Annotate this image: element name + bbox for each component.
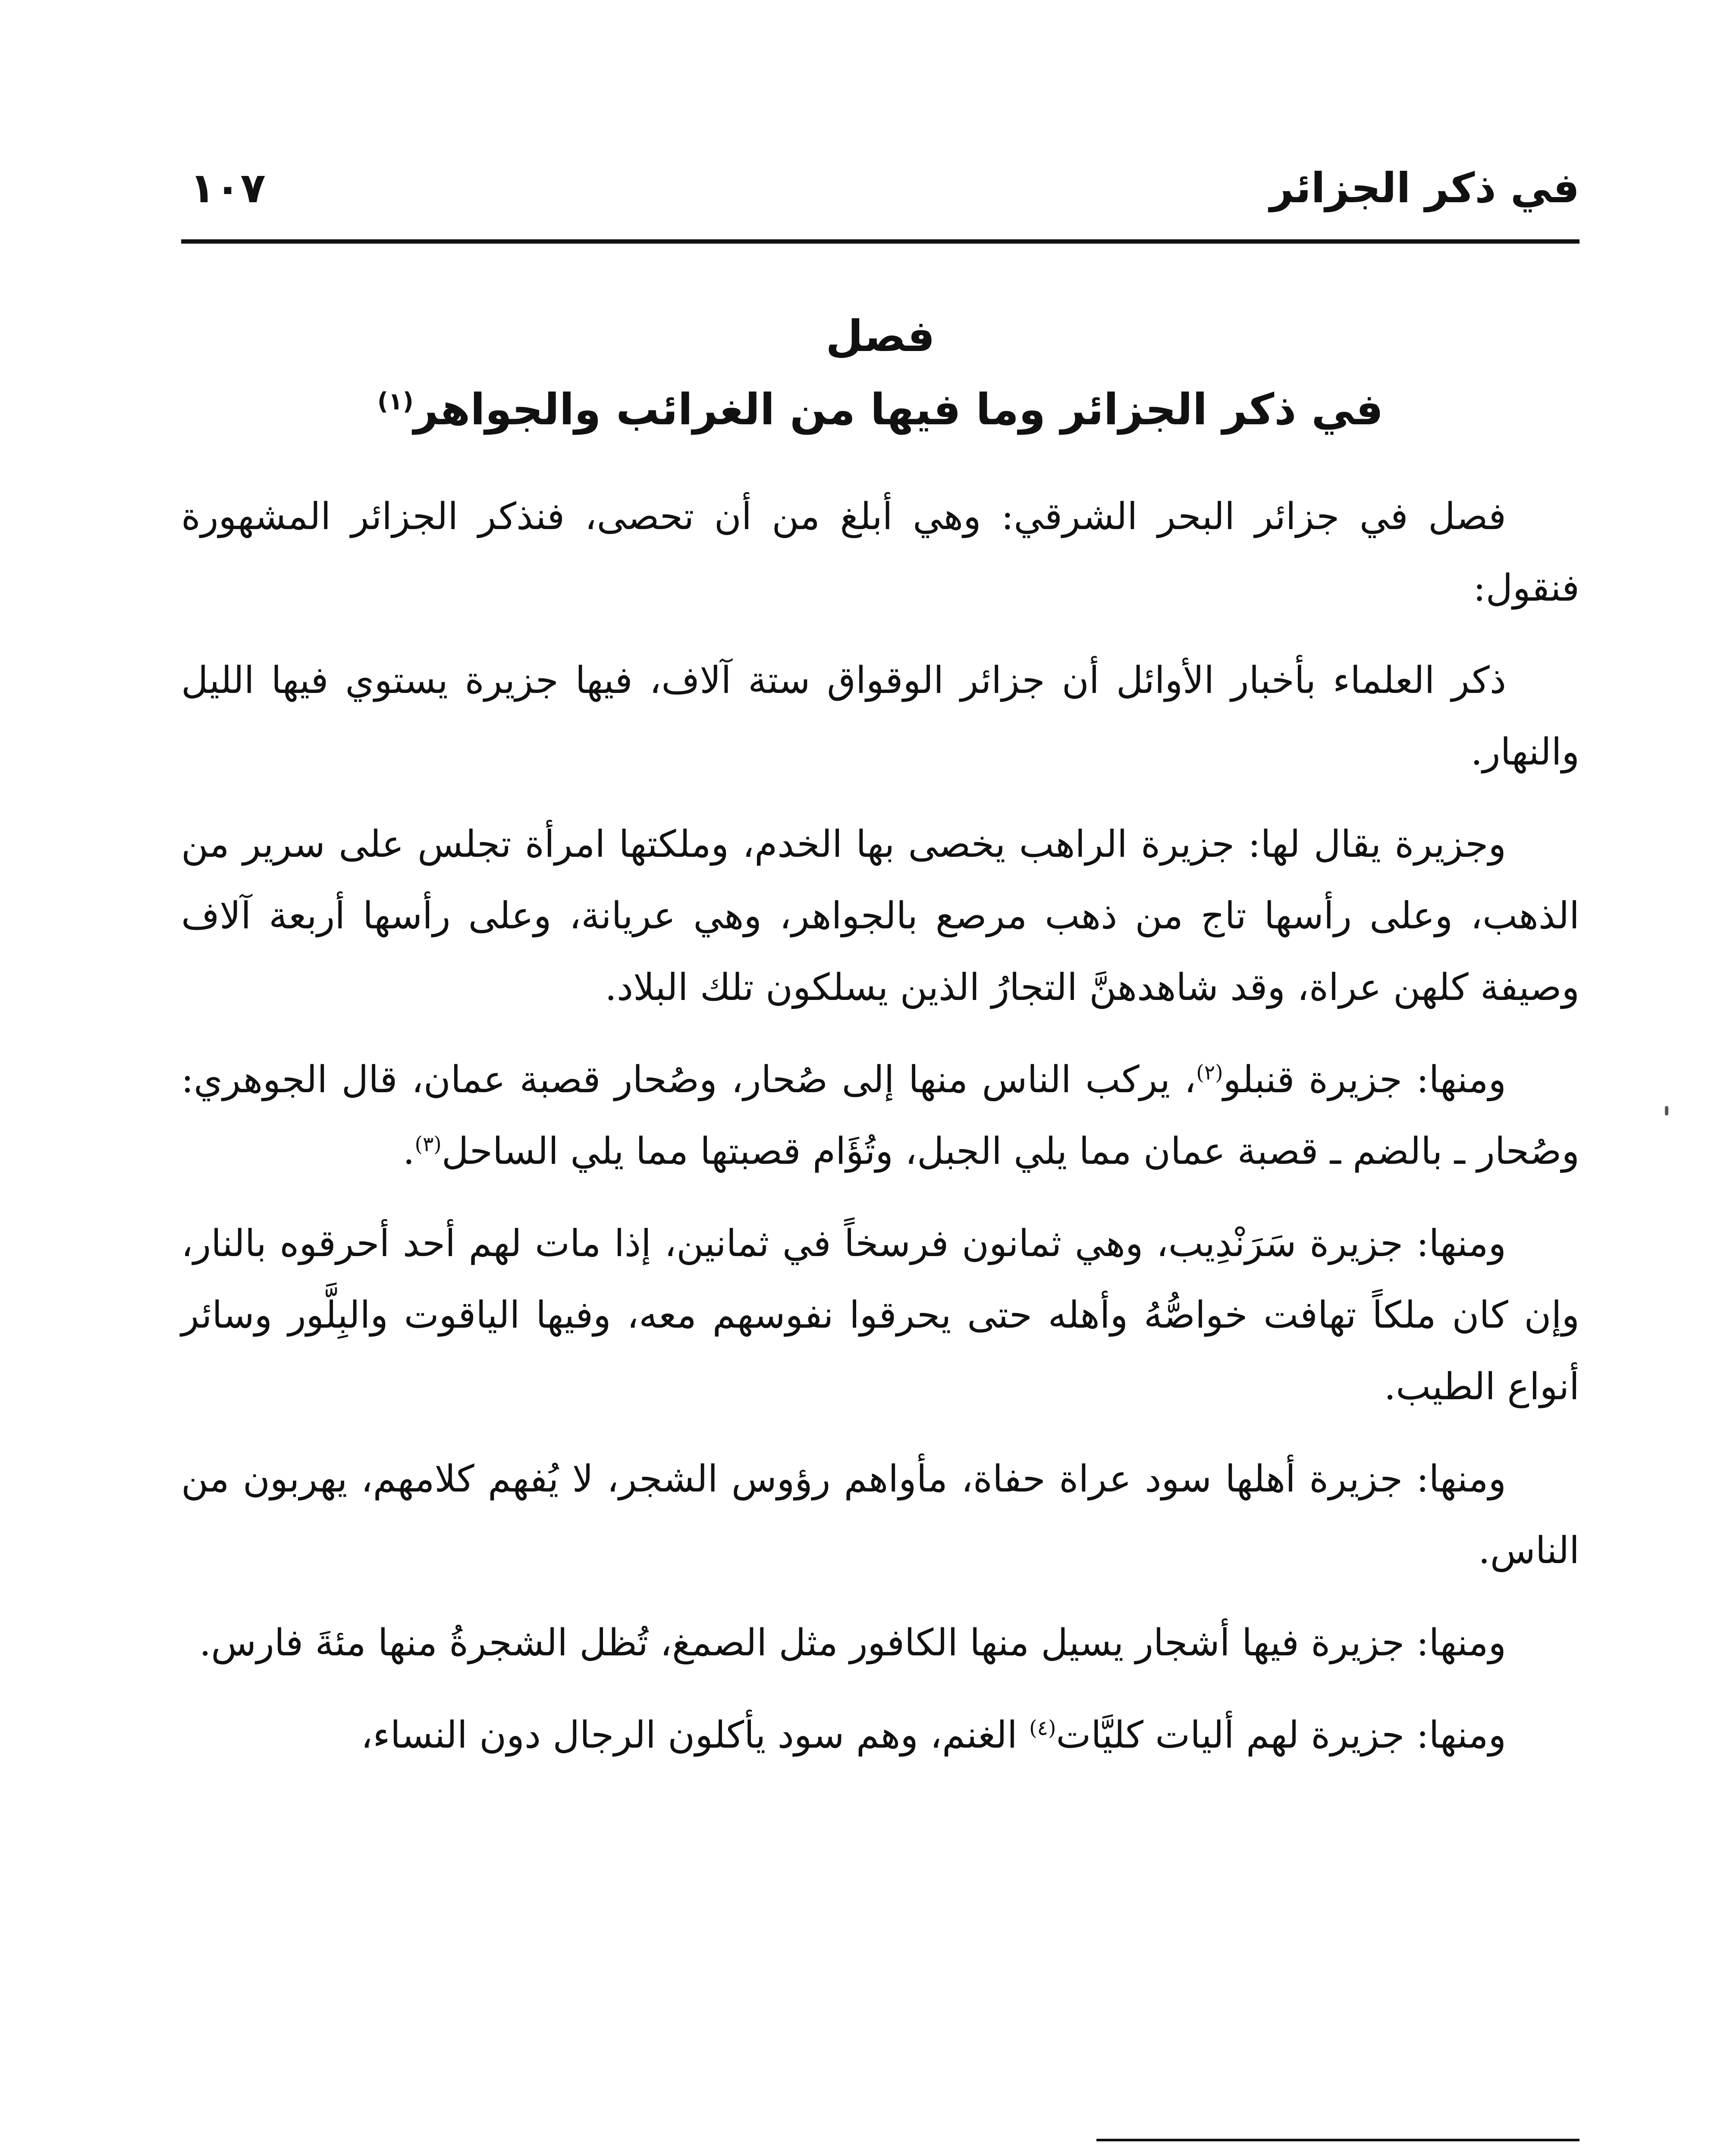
margin-mark xyxy=(1665,1106,1668,1116)
paragraph: ذكر العلماء بأخبار الأوائل أن جزائر الوقواق ستة آلاف، فيها جزيرة يستوي فيها الليل والنهار. xyxy=(181,659,1580,774)
footnote-ref: (٣) xyxy=(415,1132,442,1156)
section-subheading-text: في ذكر الجزائر وما فيها من الغرائب والجواهر xyxy=(413,384,1384,435)
section-subheading xyxy=(181,375,1580,444)
paragraph xyxy=(181,1044,1580,1187)
paragraph: وجزيرة يقال لها: جزيرة الراهب يخصى بها الخدم، وملكتها امرأة تجلس على سرير من الذهب، وعلى رأسها تاج من ذهب مرصع بالجواهر، وهي عريانة، وعلى رأسها أربعة آلاف وصيفة كلهن عراة، وقد شاهدهنَّ التجارُ الذين يسلكون تلك البلاد. xyxy=(181,823,1580,1009)
page-number: ١٠٧ xyxy=(190,164,266,212)
footnote-ref: (٢) xyxy=(1196,1061,1223,1085)
section-heading: فصل xyxy=(826,311,935,361)
paragraph-text: ، يركب الناس منها إلى صُحار، وصُحار قصبة عمان، قال الجوهري: وصُحار ـ بالضم ـ قصبة عمان مما يلي الجبل، وتُؤَام قصبتها مما يلي الساحل xyxy=(181,1058,1580,1173)
paragraph: ومنها: جزيرة أهلها سود عراة حفاة، مأواهم رؤوس الشجر، لا يُفهم كلامهم، يهربون من الناس. xyxy=(181,1457,1580,1572)
running-title: في ذكر الجزائر xyxy=(1269,164,1580,212)
paragraph: ومنها: جزيرة فيها أشجار يسيل منها الكافور مثل الصمغ، تُظل الشجرةُ منها مئةَ فارس. xyxy=(199,1621,1506,1664)
footnote-rule xyxy=(1096,2139,1580,2141)
paragraph-text: الغنم، وهم سود يأكلون الرجال دون النساء، xyxy=(361,1714,1030,1757)
paragraph-text: ومنها: جزيرة قنبلو xyxy=(1223,1058,1506,1101)
footnote-ref: (١) xyxy=(377,387,414,415)
footnote-ref: (٤) xyxy=(1029,1716,1056,1740)
paragraph-text: . xyxy=(403,1130,415,1173)
body-text xyxy=(181,481,1580,1792)
paragraph: ومنها: جزيرة سَرَنْدِيب، وهي ثمانون فرسخاً في ثمانين، إذا مات لهم أحد أحرقوه بالنار، وإن كان ملكاً تهافت خواصُّهُ وأهله حتى يحرقوا نفوسهم معه، وفيها الياقوت والبِلَّور وسائر أنواع الطيب. xyxy=(181,1222,1580,1408)
page-header xyxy=(181,151,1580,237)
paragraph-text: ومنها: جزيرة لهم أليات كليَّات xyxy=(1056,1714,1506,1757)
header-rule xyxy=(181,239,1580,244)
paragraph xyxy=(181,1699,1580,1771)
paragraph: فصل في جزائر البحر الشرقي: وهي أبلغ من أن تحصى، فنذكر الجزائر المشهورة فنقول: xyxy=(181,495,1580,610)
